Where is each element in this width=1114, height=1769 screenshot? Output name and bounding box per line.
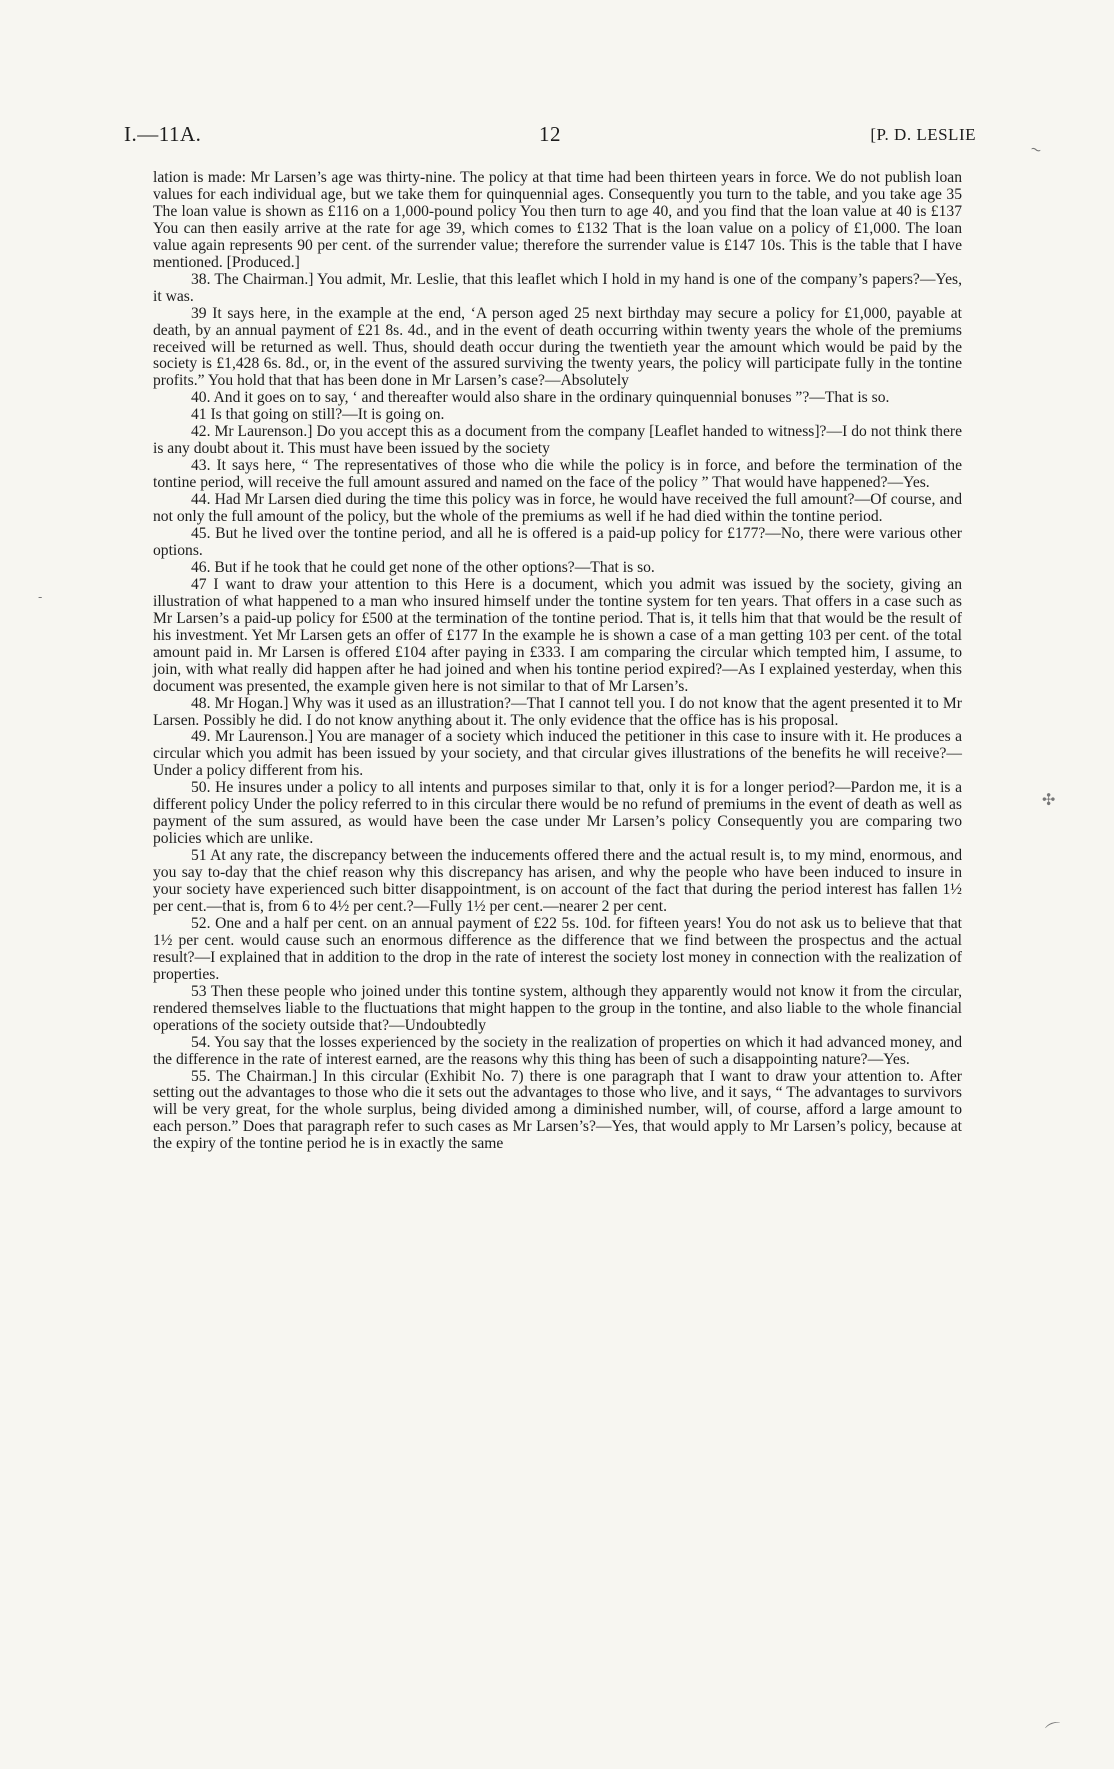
paragraph-42: 42. Mr Laurenson.] Do you accept this as a document from the company [Leaflet handed to witness]?—I do not think there is any doubt about it. This must have been issued by the society bbox=[153, 423, 962, 458]
paragraph-38: 38. The Chairman.] You admit, Mr. Leslie, that this leaflet which I hold in my hand is one of the company’s papers?—Yes, it was. bbox=[153, 270, 962, 305]
scan-mark-left: - bbox=[38, 590, 43, 604]
paragraph-54: 54. You say that the losses experienced by the society in the realization of properties on which it had advanced money, and the difference in the rate of interest earned, are the reasons why this thing has been of such a disappointing nature?—Yes. bbox=[153, 1033, 962, 1068]
scan-mark-bottom-right: ⌒ bbox=[1043, 1718, 1066, 1743]
paragraph-45: 45. But he lived over the tontine period, and all he is offered is a paid-up policy for £177?—No, there were various other options. bbox=[153, 525, 962, 559]
paragraph-50: 50. He insures under a policy to all intents and purposes similar to that, only it is for a longer period?—Pardon me, it is a different policy Under the policy referred to in this circular there would be no refund of premiums in the event of death as well as payment of the sum assured, as would have been the case under Mr Larsen’s policy Consequently you are comparing two policies which are unlike. bbox=[153, 779, 962, 848]
paragraph-continuation: lation is made: Mr Larsen’s age was thirty-nine. The policy at that time had been thirteen years in force. We do not publish loan values for each individual age, but we take them for quinquennial ages. Consequently you turn to the table, and you take age 35 The loan value is shown as £116 on a 1,000-pound policy You then turn to age 40, and you find that the loan value at 40 is £137 You can then easily arrive at the rate for age 39, which comes to £132 That is the loan value on a policy of £1,000. The loan value again represents 90 per cent. of the surrender value; therefore the surrender value is £147 10s. This is the table that I have mentioned. [Produced.] bbox=[153, 169, 962, 271]
paragraph-51: 51 At any rate, the discrepancy between the inducements offered there and the actual result is, to my mind, enormous, and you say to-day that the chief reason why this discrepancy has arisen, and why the people who have been induced to insure in your society have experienced such bitter disappointment, is on account of the fact that during the period interest has fallen 1½ per cent.—that is, from 6 to 4½ per cent.?—Fully 1½ per cent.—nearer 2 per cent. bbox=[153, 847, 962, 915]
page-number: 12 bbox=[539, 122, 561, 146]
paragraph-47: 47 I want to draw your attention to this Here is a document, which you admit was issued by the society, giving an illustration of what happened to a man who insured himself under the tontine system for ten years. That offers in a case such as Mr Larsen’s a paid-up policy for £500 at the termination of the tontine period. That is, it tells him that that would be the result of his investment. Yet Mr Larsen gets an offer of £177 In the example he is shown a case of a man getting 103 per cent. of the total amount paid in. Mr Larsen is offered £104 after paying in £333. I am comparing the circular which tempted him, I assume, to join, with what really did happen after he had joined and when his tontine period expired?—As I explained yesterday, when this document was presented, the example given here is not similar to that of Mr Larsen’s. bbox=[153, 575, 962, 695]
paragraph-55: 55. The Chairman.] In this circular (Exhibit No. 7) there is one paragraph that I want to draw your attention to. After setting out the advantages to those who die it sets out the advantages to those who live, and it says, “ The advantages to survivors will be very great, for the whole surplus, being divided among a diminished number, will, of course, afford a large amount to each person.” Does that paragraph refer to such cases as Mr Larsen’s?—Yes, that would apply to Mr Larsen’s policy, because at the expiry of the tontine period he is in exactly the same bbox=[153, 1067, 962, 1153]
paragraph-46: 46. But if he took that he could get none of the other options?—That is so. bbox=[191, 558, 655, 576]
paragraph-53: 53 Then these people who joined under this tontine system, although they apparently would not know it from the circular, rendered themselves liable to the fluctuations that might happen to the group in the tontine, and also liable to the whole financial operations of the society outside that?—Undoubtedly bbox=[153, 982, 962, 1034]
paragraph-48: 48. Mr Hogan.] Why was it used as an illustration?—That I cannot tell you. I do not know that the agent presented it to Mr Larsen. Possibly he did. I do not know anything about it. The only evidence that the office has is his proposal. bbox=[153, 694, 962, 729]
page-header bbox=[124, 122, 976, 152]
paragraph-44: 44. Had Mr Larsen died during the time this policy was in force, he would have received the full amount?—Of course, and not only the full amount of the policy, but the whole of the premiums as well if he had died within the tontine period. bbox=[153, 491, 962, 526]
paragraph-40: 40. And it goes on to say, ‘ and thereafter would also share in the ordinary quinquennial bonuses ”?—That is so. bbox=[191, 389, 890, 407]
transcript-body bbox=[153, 170, 962, 1153]
witness-name: [P. D. LESLIE bbox=[870, 125, 976, 144]
paragraph-39: 39 It says here, in the example at the end, ‘A person aged 25 next birthday may secure a policy for £1,000, payable at death, by an annual payment of £21 8s. 4d., and in the event of death occurring within twenty years the whole of the premiums received will be returned as well. Thus, should death occur during the twentieth year the amount which would be paid by the society is £1,428 6s. 8d., or, in the event of the assured surviving the twenty years, the policy will participate fully in the tontine profits.” You hold that that has been done in Mr Larsen’s case?—Absolutely bbox=[153, 304, 962, 390]
paragraph-41: 41 Is that going on still?—It is going on. bbox=[191, 406, 445, 424]
scan-mark-top-right: ~ bbox=[1027, 140, 1044, 160]
paragraph-43: 43. It says here, “ The representatives of those who die while the policy is in force, and before the termination of the tontine period, will receive the full amount assured and named on the face of the policy ” That would have happened?—Yes. bbox=[153, 457, 962, 492]
scan-mark-mid-right: ✣ bbox=[1042, 790, 1056, 809]
paragraph-52: 52. One and a half per cent. on an annual payment of £22 5s. 10d. for fifteen years! You do not ask us to believe that that 1½ per cent. would cause such an enormous difference as the difference that we find between the prospectus and the actual result?—I explained that in addition to the drop in the rate of interest the society lost money in connection with the realization of properties. bbox=[153, 914, 962, 983]
document-reference: I.—11A. bbox=[124, 122, 202, 146]
paragraph-49: 49. Mr Laurenson.] You are manager of a society which induced the petitioner in this case to insure with it. He produces a circular which you admit has been issued by your society, and that circular gives illustrations of the benefits he will receive?—Under a policy different from his. bbox=[153, 728, 962, 780]
